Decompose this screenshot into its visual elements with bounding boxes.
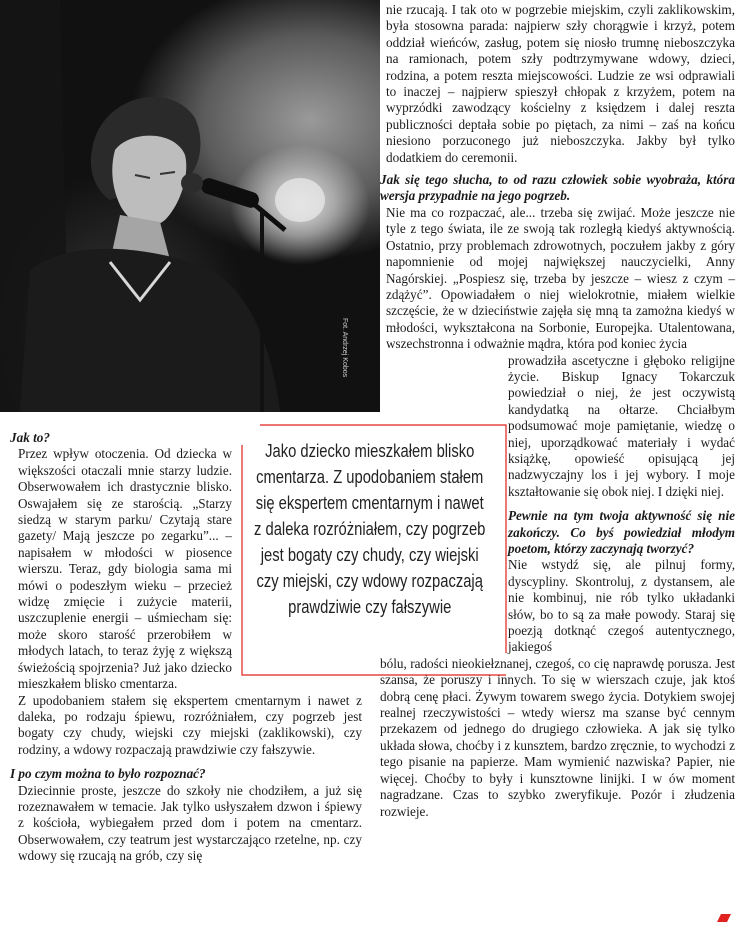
paragraph: Z upodobaniem stałem się ekspertem cmentarnym i nawet z daleka, po rodzaju śpiewu, rozróżniałem, czy pogrzeb jest bogaty czy chudy, wiejski czy miejski (zaklikowski), czy rodziny, a wdowy rozpaczają prawdziwie czy fałszywie. — [18, 692, 362, 757]
question-heading: I po czym można to było rozpoznać? — [10, 766, 206, 782]
right-column — [380, 2, 735, 820]
photo-credit: Fot. Andrzej Kobos — [341, 318, 348, 378]
photo-illustration — [0, 0, 380, 412]
question-heading: Jak to? — [10, 430, 50, 445]
question-heading: Pewnie na tym twoja aktywność się nie zakończy. Co byś powiedział młodym poetom, którzy zaczynają tworzyć? — [508, 508, 735, 556]
paragraph: nie rzucają. I tak oto w pogrzebie miejskim, czyli zaklikowskim, była stosowna parada: najpierw szły chorągwie i krzyż, potem oddział wieńców, zasług, potem się niosło trumnę nieboszczyka na ramionach, potem szły podtrzymywane wdowy, dzieci, rodzina, a potem reszta miejscowości. Ludzie ze wsi odprawiali to inaczej – najpierw spieszył chłopak z krzyżem, potem na wyprzódki zawodzący kościelny z księdzem i dalej reszta publiczności deptała sobie po piętach, za nimi – zaś na końcu niesiono porzuconego już nieboszczyka. Jakby był tylko dodatkiem do ceremonii. — [386, 2, 735, 165]
photo-singer — [0, 0, 380, 412]
paragraph: bólu, radości nieokiełznanej, czegoś, co cię naprawdę porusza. Jest szansa, że poruszy i innych. To się w wierszach czuje, jak ktoś dobrą cenę płaci. Żywym towarem swego życia. Dotykiem swojej realnej rzeczywistości – wtedy wiersz ma szanse być cennym przekazem od jednego do drugiego człowieka. A jak się tylko układa słowa, choćby i z kunsztem, bardzo zręcznie, to wychodzi z tego pisanie na papierze. Mam wymienić nazwiska? Papier, nie więcej. Choćby to były i kunsztowne linijki. I w ów moment nagradzane. Czas to szybko zweryfikuje. Pozór i złudzenia rozwieje. — [380, 655, 735, 819]
question-heading: Jak się tego słucha, to od razu człowiek sobie wyobraża, która wersja przypadnie na jego pogrzeb. — [380, 172, 735, 204]
paragraph: prowadziła ascetyczne i głęboko religijne życie. Biskup Ignacy Tokarczuk powiedział o niej, że jest oczywistą kandydatką na ołtarze. Chciałbym podsumować moje pamiętanie, wiedzę o niej, uporządkować materiały i wydać książkę, opowieść opisującą jej nadzwyczajny los i jej wybory. I moje kształtowanie się obok niej. I dzięki niej. — [508, 352, 735, 499]
paragraph: Nie ma co rozpaczać, ale... trzeba się zwijać. Może jeszcze nie tyle z tego świata, ile ze swoją tak rozległą kiedyś aktywnością. Ostatnio, przy problemach zdrowotnych, poczułem jakby z góry napomnienie od mojej największej nauczycielki, Anny Nagórskiej. „Pospiesz się, trzeba by jeszcze – wiesz z czym – zdążyć”. Opowiadałem o niej wielokrotnie, miałem wielkie szczęście, że w dzieciństwie zajęła się mną ta zamożna kiedyś w młodości, wykształcona na Sorbonie, Europejka. Utalentowana, wszechstronna i odważnie mądra, która pod koniec życia — [386, 204, 735, 352]
paragraph: Przez wpływ otoczenia. Od dziecka w większości otaczali mnie starzy ludzie. Obserwowałem ich drastycznie blisko. Oswajałem się ze starością. „Starzy siedzą w starym parku/ Czytają stare gazety/ Mają jeszcze po zegarku”... – napisałem w młodości w piosence wierszu. Teraz, gdy biologia sama mi mówi o podeszłym wieku – przecież widzę zmięcie i zużycie materii, uszczuplenie energii – uśmiecham się: może skoro starość przerobiłem w młodych latach, to teraz żyję z większą świeżością spojrzenia? Już jako dziecko mieszkałem blisko cmentarza. — [18, 446, 232, 692]
end-mark-icon — [717, 914, 731, 922]
paragraph: Dziecinnie proste, jeszcze do szkoły nie chodziłem, a już się rozeznawałem w temacie. Jak tylko usłyszałem dzwon i śpiewy z kościoła, wybiegałem przed dom i potem na cmentarz. Obserwowałem, czy teatrum jest wystarczająco rzetelne, np. czy wdowy się rzucają na grób, czy się — [18, 782, 362, 864]
paragraph: Nie wstydź się, ale pilnuj formy, dyscypliny. Skontroluj, z dystansem, ale nie kombinuj, nie rób tylko układanki słów, bo to są za małe powody. Staraj się poezją dotknąć czegoś autentycznego, jakiegoś — [508, 557, 735, 655]
pull-quote-text: Jako dziecko mieszkałem blisko cmentarza. Z upodobaniem stałem się ekspertem cmentarnym i nawet z daleka rozróżniałem, czy pogrzeb jest bogaty czy chudy, czy wiejski czy miejski, czy wdowy rozpaczają prawdziwie czy fałszywie — [254, 441, 486, 617]
